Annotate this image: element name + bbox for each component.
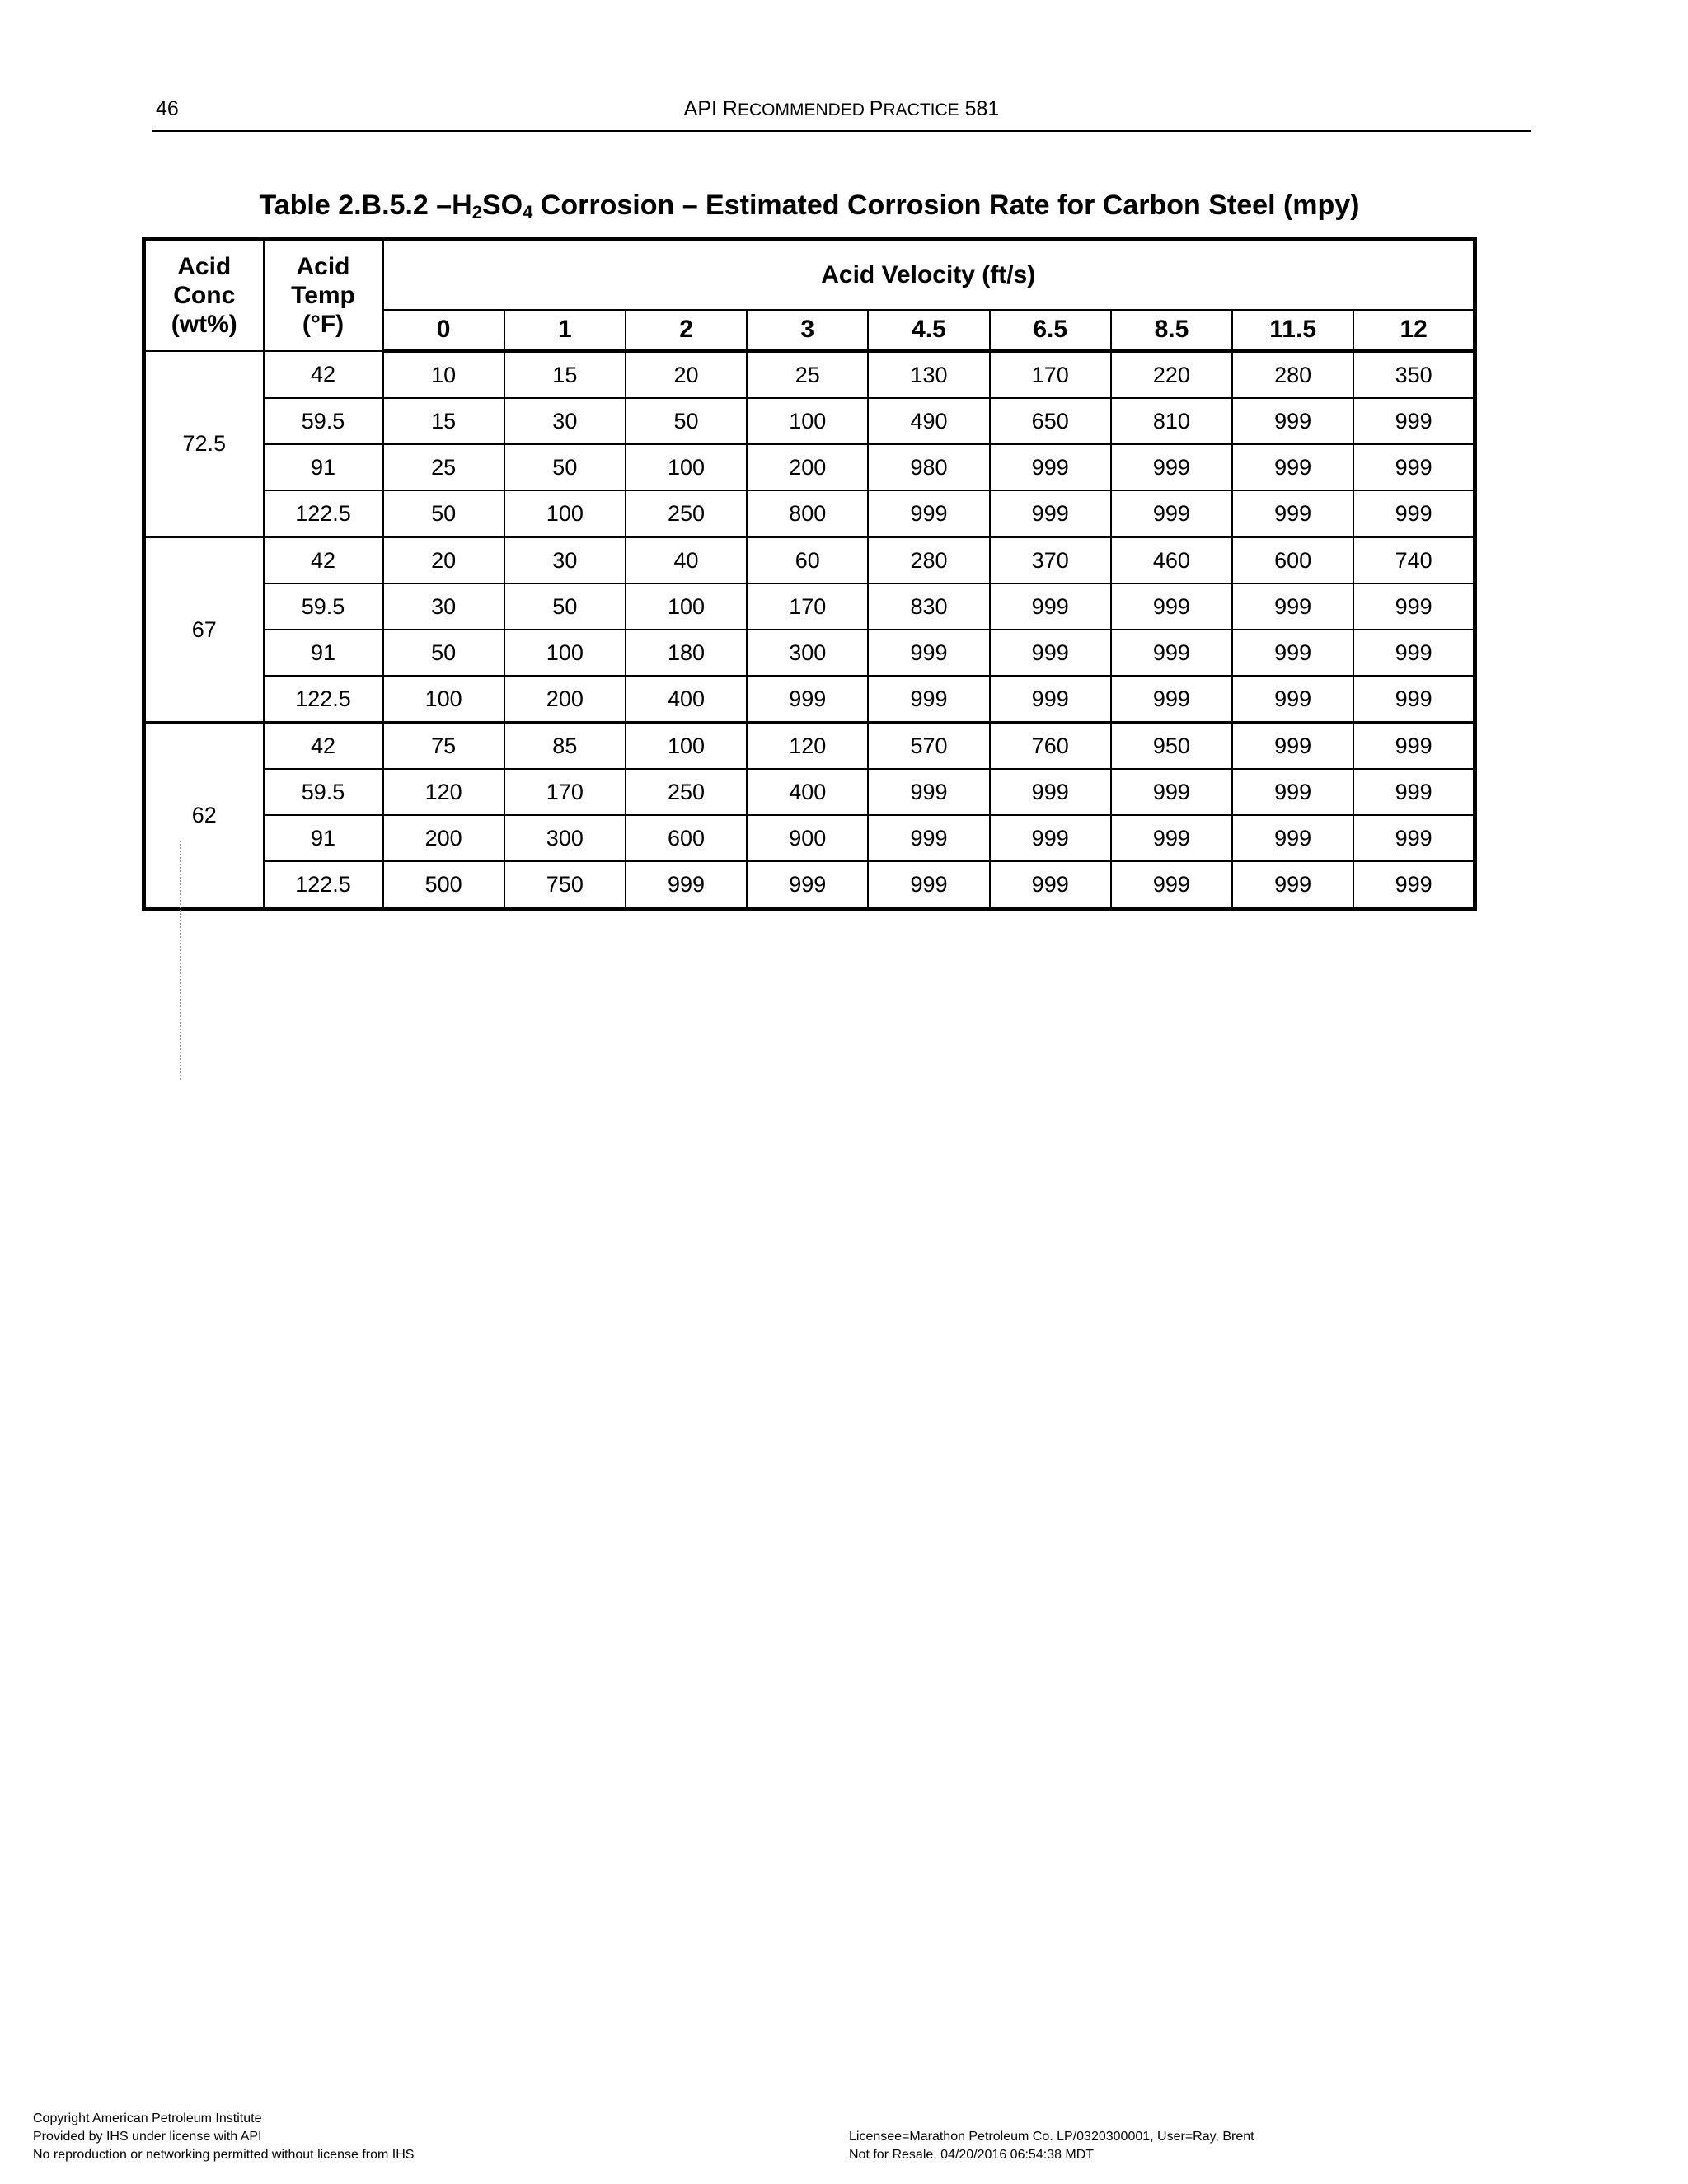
corrosion-rate-cell: 10 xyxy=(383,351,504,399)
acid-temp-cell: 42 xyxy=(264,537,383,584)
corrosion-rate-cell: 400 xyxy=(626,676,747,723)
corrosion-rate-cell: 50 xyxy=(383,490,504,537)
acid-temp-cell: 42 xyxy=(264,351,383,399)
corrosion-rate-cell: 999 xyxy=(1353,769,1475,815)
corrosion-rate-cell: 999 xyxy=(990,444,1111,490)
corrosion-rate-cell: 280 xyxy=(868,537,989,584)
corrosion-rate-cell: 999 xyxy=(1353,630,1475,676)
corrosion-rate-cell: 999 xyxy=(1111,583,1232,630)
corrosion-rate-cell: 490 xyxy=(868,398,989,444)
table-row xyxy=(144,815,1475,861)
acid-temp-cell: 91 xyxy=(264,630,383,676)
corrosion-rate-cell: 999 xyxy=(1353,583,1475,630)
corrosion-rate-cell: 100 xyxy=(504,490,626,537)
acid-temp-cell: 122.5 xyxy=(264,861,383,909)
corrosion-rate-cell: 400 xyxy=(747,769,868,815)
corrosion-rate-cell: 15 xyxy=(504,351,626,399)
corrosion-rate-cell: 20 xyxy=(626,351,747,399)
corrosion-rate-cell: 999 xyxy=(868,676,989,723)
corrosion-rate-cell: 15 xyxy=(383,398,504,444)
table-row xyxy=(144,861,1475,909)
acid-temp-cell: 42 xyxy=(264,723,383,770)
corrosion-rate-cell: 85 xyxy=(504,723,626,770)
corrosion-rate-cell: 999 xyxy=(747,861,868,909)
corrosion-rate-cell: 25 xyxy=(747,351,868,399)
corrosion-rate-cell: 100 xyxy=(747,398,868,444)
corrosion-rate-cell: 20 xyxy=(383,537,504,584)
corrosion-rate-cell: 50 xyxy=(383,630,504,676)
velocity-header-cell: 6.5 xyxy=(990,310,1111,351)
corrosion-rate-cell: 120 xyxy=(747,723,868,770)
corrosion-rate-cell: 999 xyxy=(990,861,1111,909)
corrosion-rate-cell: 810 xyxy=(1111,398,1232,444)
corrosion-rate-cell: 60 xyxy=(747,537,868,584)
corrosion-rate-cell: 75 xyxy=(383,723,504,770)
corrosion-rate-cell: 180 xyxy=(626,630,747,676)
corrosion-rate-cell: 999 xyxy=(868,861,989,909)
corrosion-rate-cell: 600 xyxy=(1232,537,1353,584)
corrosion-rate-cell: 600 xyxy=(626,815,747,861)
corrosion-rate-cell: 999 xyxy=(1353,861,1475,909)
corrosion-rate-cell: 200 xyxy=(383,815,504,861)
corrosion-rate-cell: 999 xyxy=(990,769,1111,815)
corrosion-rate-cell: 50 xyxy=(504,583,626,630)
corrosion-rate-cell: 370 xyxy=(990,537,1111,584)
page-number: 46 xyxy=(156,97,179,120)
corrosion-rate-cell: 999 xyxy=(990,490,1111,537)
velocity-header-cell: 1 xyxy=(504,310,626,351)
corrosion-rate-cell: 999 xyxy=(1232,815,1353,861)
corrosion-rate-cell: 740 xyxy=(1353,537,1475,584)
corrosion-rate-cell: 999 xyxy=(1353,444,1475,490)
corrosion-rate-cell: 999 xyxy=(1232,444,1353,490)
col-header-acid-temp: Acid Temp (°F) xyxy=(264,240,383,351)
corrosion-rate-cell: 980 xyxy=(868,444,989,490)
corrosion-rate-cell: 999 xyxy=(1353,723,1475,770)
corrosion-rate-cell: 170 xyxy=(504,769,626,815)
corrosion-rate-cell: 999 xyxy=(868,490,989,537)
corrosion-rate-cell: 999 xyxy=(1232,769,1353,815)
margin-marks xyxy=(180,841,185,1080)
table-body xyxy=(144,351,1475,909)
corrosion-rate-cell: 40 xyxy=(626,537,747,584)
corrosion-rate-cell: 25 xyxy=(383,444,504,490)
corrosion-rate-cell: 250 xyxy=(626,490,747,537)
corrosion-rate-cell: 999 xyxy=(868,769,989,815)
corrosion-rate-cell: 999 xyxy=(1111,630,1232,676)
corrosion-rate-cell: 999 xyxy=(1111,490,1232,537)
corrosion-rate-cell: 120 xyxy=(383,769,504,815)
corrosion-rate-cell: 999 xyxy=(1232,861,1353,909)
running-title: API RECOMMENDED PRACTICE 581 xyxy=(683,97,1000,120)
acid-temp-cell: 59.5 xyxy=(264,398,383,444)
table-row xyxy=(144,769,1475,815)
corrosion-rate-cell: 999 xyxy=(1232,630,1353,676)
corrosion-rate-cell: 130 xyxy=(868,351,989,399)
corrosion-rate-cell: 280 xyxy=(1232,351,1353,399)
corrosion-rate-cell: 30 xyxy=(383,583,504,630)
acid-conc-cell: 72.5 xyxy=(144,351,264,537)
acid-temp-cell: 59.5 xyxy=(264,583,383,630)
corrosion-rate-cell: 100 xyxy=(626,444,747,490)
velocity-header-cell: 3 xyxy=(747,310,868,351)
velocity-header-cell: 12 xyxy=(1353,310,1475,351)
corrosion-rate-cell: 200 xyxy=(747,444,868,490)
corrosion-rate-cell: 999 xyxy=(990,676,1111,723)
velocity-header-cell: 8.5 xyxy=(1111,310,1232,351)
table-row xyxy=(144,398,1475,444)
corrosion-rate-cell: 999 xyxy=(990,815,1111,861)
corrosion-rate-cell: 650 xyxy=(990,398,1111,444)
acid-conc-cell: 67 xyxy=(144,537,264,723)
corrosion-rate-cell: 999 xyxy=(868,815,989,861)
velocity-header-cell: 0 xyxy=(383,310,504,351)
table-row xyxy=(144,676,1475,723)
corrosion-rate-cell: 170 xyxy=(747,583,868,630)
corrosion-rate-cell: 300 xyxy=(504,815,626,861)
corrosion-rate-cell: 500 xyxy=(383,861,504,909)
corrosion-rate-cell: 800 xyxy=(747,490,868,537)
corrosion-rate-cell: 170 xyxy=(990,351,1111,399)
corrosion-rate-cell: 100 xyxy=(626,723,747,770)
corrosion-rate-cell: 999 xyxy=(868,630,989,676)
corrosion-rate-cell: 30 xyxy=(504,537,626,584)
table-row xyxy=(144,583,1475,630)
corrosion-rate-cell: 350 xyxy=(1353,351,1475,399)
col-header-acid-conc: Acid Conc (wt%) xyxy=(144,240,264,351)
acid-temp-cell: 91 xyxy=(264,444,383,490)
corrosion-rate-cell: 950 xyxy=(1111,723,1232,770)
velocity-header-cell: 2 xyxy=(626,310,747,351)
page-header xyxy=(152,97,1531,132)
corrosion-rate-cell: 750 xyxy=(504,861,626,909)
corrosion-rate-cell: 999 xyxy=(1232,398,1353,444)
corrosion-rate-cell: 999 xyxy=(1111,444,1232,490)
corrosion-rate-cell: 570 xyxy=(868,723,989,770)
corrosion-rate-cell: 250 xyxy=(626,769,747,815)
acid-temp-cell: 91 xyxy=(264,815,383,861)
corrosion-rate-cell: 999 xyxy=(1111,861,1232,909)
table-row xyxy=(144,630,1475,676)
corrosion-rate-cell: 30 xyxy=(504,398,626,444)
corrosion-rate-cell: 999 xyxy=(1232,676,1353,723)
table-row xyxy=(144,490,1475,537)
corrosion-rate-cell: 999 xyxy=(990,630,1111,676)
velocity-header-cell: 11.5 xyxy=(1232,310,1353,351)
acid-temp-cell: 122.5 xyxy=(264,490,383,537)
footer-left: Copyright American Petroleum Institute Provided by IHS under license with API No reproduction or networking permitted without license from IHS xyxy=(33,2111,415,2162)
corrosion-rate-cell: 760 xyxy=(990,723,1111,770)
table-row xyxy=(144,723,1475,770)
corrosion-rate-cell: 100 xyxy=(626,583,747,630)
corrosion-rate-cell: 50 xyxy=(504,444,626,490)
corrosion-rate-cell: 999 xyxy=(1111,676,1232,723)
corrosion-rate-cell: 100 xyxy=(383,676,504,723)
corrosion-rate-cell: 999 xyxy=(1353,490,1475,537)
corrosion-rate-cell: 200 xyxy=(504,676,626,723)
velocity-header-cell: 4.5 xyxy=(868,310,989,351)
corrosion-rate-cell: 999 xyxy=(1232,490,1353,537)
footer-right: Licensee=Marathon Petroleum Co. LP/0320300001, User=Ray, Brent Not for Resale, 04/20/2016 06:54:38 MDT xyxy=(849,2130,1254,2162)
corrosion-rate-cell: 999 xyxy=(1353,676,1475,723)
corrosion-rate-cell: 999 xyxy=(1111,815,1232,861)
corrosion-rate-cell: 999 xyxy=(1232,723,1353,770)
table-row xyxy=(144,351,1475,399)
corrosion-rate-cell: 999 xyxy=(1353,815,1475,861)
table-title: Table 2.B.5.2 $-H_2SO_4$ Corrosion – Estimated Corrosion Rate for Carbon Steel (mpy) xyxy=(259,190,1360,223)
corrosion-rate-cell: 460 xyxy=(1111,537,1232,584)
corrosion-rate-cell: 999 xyxy=(1353,398,1475,444)
acid-temp-cell: 59.5 xyxy=(264,769,383,815)
corrosion-rate-cell: 999 xyxy=(1232,583,1353,630)
corrosion-rate-cell: 830 xyxy=(868,583,989,630)
acid-conc-cell: 62 xyxy=(144,723,264,909)
corrosion-rate-cell: 300 xyxy=(747,630,868,676)
corrosion-rate-cell: 50 xyxy=(626,398,747,444)
corrosion-rate-cell: 900 xyxy=(747,815,868,861)
corrosion-rate-cell: 999 xyxy=(626,861,747,909)
corrosion-rate-table xyxy=(142,237,1477,911)
corrosion-rate-cell: 220 xyxy=(1111,351,1232,399)
table-row xyxy=(144,444,1475,490)
corrosion-rate-cell: 100 xyxy=(504,630,626,676)
table-row xyxy=(144,537,1475,584)
corrosion-rate-cell: 999 xyxy=(1111,769,1232,815)
acid-temp-cell: 122.5 xyxy=(264,676,383,723)
corrosion-rate-cell: 999 xyxy=(990,583,1111,630)
corrosion-rate-cell: 999 xyxy=(747,676,868,723)
col-header-acid-velocity: Acid Velocity (ft/s) xyxy=(383,240,1475,311)
